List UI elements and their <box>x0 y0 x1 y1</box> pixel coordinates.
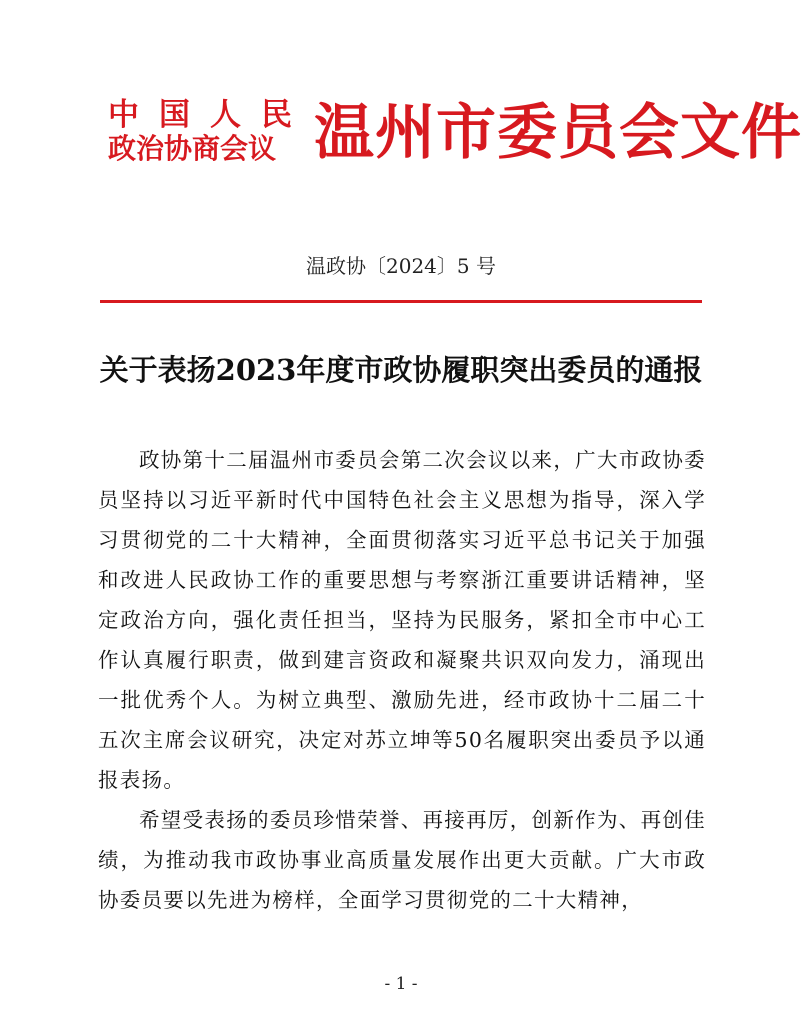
masthead-org-name: 温州市委员会文件 <box>314 98 802 168</box>
document-body <box>98 440 706 920</box>
masthead-line-2: 政治协商会议 <box>108 132 277 165</box>
document-number: 温政协〔2024〕5 号 <box>306 254 496 278</box>
document-title: 关于表扬2023年度市政协履职突出委员的通报 <box>99 353 703 387</box>
document-masthead <box>100 96 802 168</box>
body-paragraph-1: 政协第十二届温州市委员会第二次会议以来，广大市政协委员坚持以习近平新时代中国特色社会主义思想为指导，深入学习贯彻党的二十大精神，全面贯彻落实习近平总书记关于加强和改进人民政协工作的重要思想与考察浙江重要讲话精神，坚定政治方向，强化责任担当，坚持为民服务，紧扣全市中心工作认真履行职责，做到建言资政和凝聚共识双向发力，涌现出一批优秀个人。为树立典型、激励先进，经市政协十二届二十五次主席会议研究，决定对苏立坤等50名履职突出委员予以通报表扬。 <box>98 448 706 792</box>
masthead-line-1: 中国人民 <box>108 97 312 133</box>
masthead-org-prefix <box>108 96 310 168</box>
body-paragraph-2: 希望受表扬的委员珍惜荣誉、再接再厉，创新作为、再创佳绩，为推动我市政协事业高质量发展作出更大贡献。广大市政协委员要以先进为榜样，全面学习贯彻党的二十大精神， <box>98 808 706 912</box>
red-separator-line <box>100 300 702 303</box>
page-number: - 1 - <box>384 974 418 994</box>
